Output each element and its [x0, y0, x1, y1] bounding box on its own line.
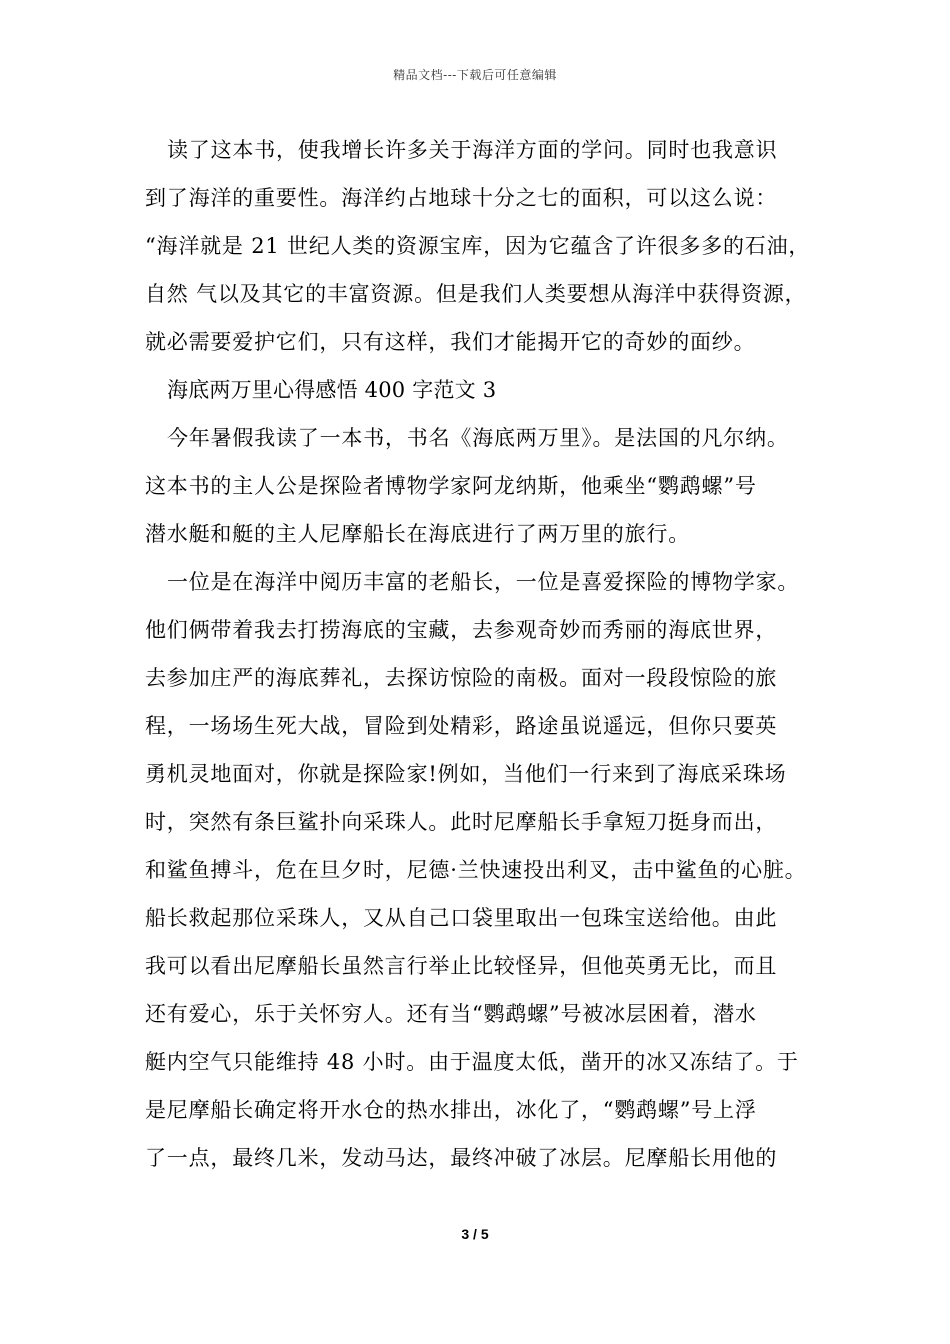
paragraph-line: 一位是在海洋中阅历丰富的老船长，一位是喜爱探险的博物学家。	[167, 570, 800, 594]
paragraph-line: 艇内空气只能维持 48 小时。由于温度太低，凿开的冰又冻结了。于	[145, 1050, 799, 1074]
paragraph-line: 和鲨鱼搏斗，危在旦夕时，尼德·兰快速投出利叉，击中鲨鱼的心脏。	[145, 858, 807, 882]
paragraph-line: 程，一场场生死大战，冒险到处精彩，路途虽说遥远，但你只要英	[145, 714, 778, 738]
paragraph-line: “海洋就是 21 世纪人类的资源宝库，因为它蕴含了许很多多的石油，	[145, 234, 811, 258]
section-heading: 海底两万里心得感悟 400 字范文 3	[167, 378, 497, 402]
paragraph-line: 就必需要爱护它们，只有这样，我们才能揭开它的奇妙的面纱。	[145, 330, 756, 354]
page-header: 精品文档---下载后可任意编辑	[393, 68, 557, 82]
paragraph-line: 勇机灵地面对，你就是探险家!例如，当他们一行来到了海底采珠场	[145, 762, 787, 786]
document-body	[145, 126, 825, 1182]
paragraph-line: 船长救起那位采珠人，又从自己口袋里取出一包珠宝送给他。由此	[145, 906, 778, 930]
paragraph-line: 了一点，最终几米，发动马达，最终冲破了冰层。尼摩船长用他的	[145, 1146, 778, 1170]
paragraph-line: 这本书的主人公是探险者博物学家阿龙纳斯，他乘坐“鹦鹉螺”号	[145, 474, 757, 498]
paragraph-line: 还有爱心，乐于关怀穷人。还有当“鹦鹉螺”号被冰层困着，潜水	[145, 1002, 757, 1026]
paragraph-line: 他们俩带着我去打捞海底的宝藏，去参观奇妙而秀丽的海底世界，	[145, 618, 778, 642]
paragraph-line: 去参加庄严的海底葬礼，去探访惊险的南极。面对一段段惊险的旅	[145, 666, 778, 690]
paragraph-line: 我可以看出尼摩船长虽然言行举止比较怪异，但他英勇无比，而且	[145, 954, 778, 978]
paragraph-line: 读了这本书，使我增长许多关于海洋方面的学问。同时也我意识	[167, 138, 778, 162]
paragraph-line: 时，突然有条巨鲨扑向采珠人。此时尼摩船长手拿短刀挺身而出，	[145, 810, 778, 834]
paragraph-line: 到了海洋的重要性。海洋约占地球十分之七的面积，可以这么说：	[145, 186, 778, 210]
paragraph-line: 潜水艇和艇的主人尼摩船长在海底进行了两万里的旅行。	[145, 522, 690, 546]
paragraph-line: 自然 气以及其它的丰富资源。但是我们人类要想从海洋中获得资源，	[145, 282, 807, 306]
paragraph-line: 是尼摩船长确定将开水仓的热水排出，冰化了，“鹦鹉螺”号上浮	[145, 1098, 757, 1122]
page-number: 3 / 5	[461, 1226, 489, 1242]
paragraph-line: 今年暑假我读了一本书，书名《海底两万里》。是法国的凡尔纳。	[167, 426, 789, 450]
